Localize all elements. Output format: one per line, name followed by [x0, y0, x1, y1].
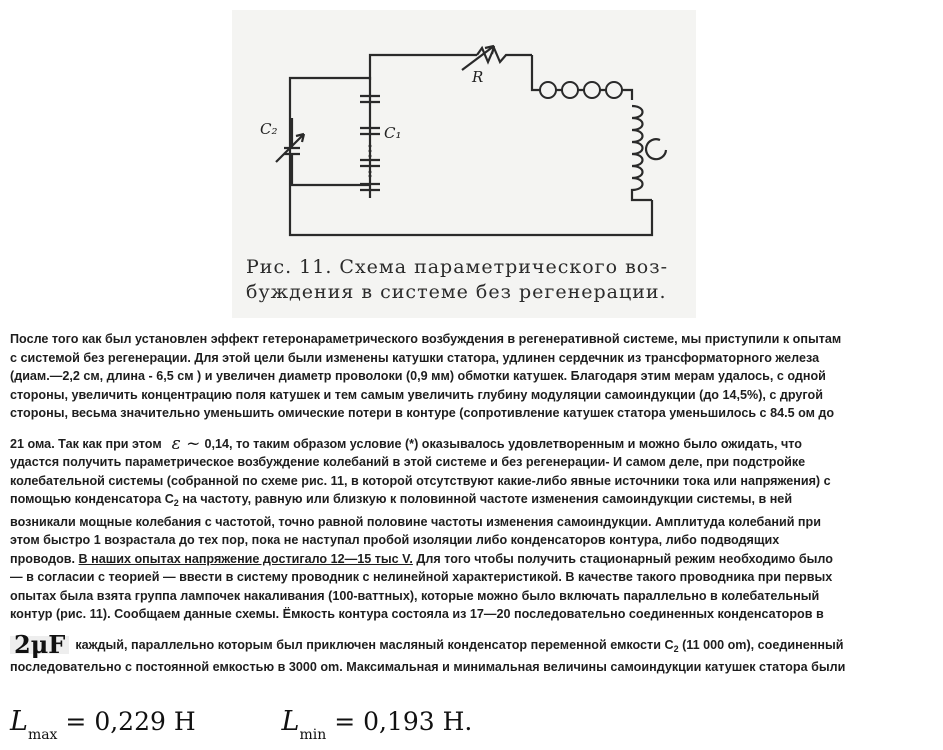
text-line: удастся получить параметрическое возбуждение колебаний в этой системе и без регенерации- И самом деле, при подстройке	[10, 455, 806, 470]
text-line: стороны, весьма значительно уменьшить омические потери в контуре (сопротивление катушек статора уменьшилось с 84.5 ом до	[10, 406, 835, 420]
text-line: (диам.—2,2 см, длина - 6,5 см ) и увеличен диаметр проволоки (0,9 мм) обмотки катушек. Благодаря этим мерам удалось, с одной	[10, 369, 826, 383]
text-fragment: на частоту, равную или близкую к половинной частоте изменения самоиндукции системы, в ней	[182, 492, 793, 507]
text-line	[10, 550, 935, 569]
text-line: с системой без регенерации. Для этой цели были изменены катушки статора, удлинен сердечник из трансформаторного железа	[10, 350, 820, 365]
text-fragment: (11 000 om), соединенный	[682, 637, 844, 652]
text-line: последовательно с постоянной емкостью в 3000 om. Максимальная и минимальная величины самоиндукции катушек статора были	[10, 660, 846, 675]
text-line: После того как был установлен эффект гетеронараметрического возбуждения в регенеративной системе, мы приступили к опытам	[10, 332, 842, 346]
text-fragment: 0,14, то таким образом условие (*) оказывалось удовлетворенным и можно было ожидать, что	[204, 436, 802, 451]
label-c2: C₂	[260, 120, 278, 138]
lmax-subscript: max	[27, 727, 58, 743]
lmax-value: = 0,229 H	[65, 707, 196, 736]
wire-bottom	[290, 118, 652, 235]
subscript: 2	[173, 498, 179, 509]
text-fragment: помощью конденсатора C	[10, 492, 174, 507]
text-fragment: проводов.	[10, 551, 76, 566]
text-fragment: каждый, параллельно которым был приключен масляный конденсатор переменной емкости C	[75, 637, 674, 652]
lamp-1	[540, 82, 556, 98]
capacitor-c2	[284, 118, 370, 185]
text-line: опытах была взята группа лампочек накаливания (100-ваттных), которые можно было включать параллельно в колебательный	[10, 588, 820, 603]
figure-caption-line-1: Рис. 11. Схема параметрического воз-	[246, 256, 669, 278]
text-line: этом быстро 1 возрастала до тех пор, пока не наступал пробой изоляции либо конденсаторов контура, либо подводящих	[10, 533, 780, 548]
text-line: возникали мощные колебания с частотой, точно равной половине частоты изменения самоиндукции. Амплитуда колебаний при	[10, 514, 821, 529]
inductor-coil	[632, 106, 652, 200]
text-line: стороны, увеличить концентрацию поля катушек и тем самым увеличить глубину модуляции самоиндукции (до 14,5%), с другой	[10, 387, 823, 402]
wire-top-left	[370, 55, 477, 78]
resistor-r	[477, 48, 532, 62]
text-fragment: Для того чтобы получить стационарный режим необходимо было	[416, 551, 833, 566]
label-r: R	[472, 68, 484, 86]
text-line: контур (рис. 11). Сообщаем данные схемы. Ёмкость контура состояла из 17—20 последовательно соединенных конденсаторов в	[10, 607, 824, 622]
figure-caption-line-2: буждения в системе без регенерации.	[246, 281, 667, 303]
text-line	[10, 435, 935, 454]
circuit-figure	[232, 10, 696, 318]
subscript: 2	[673, 643, 679, 654]
text-line	[10, 629, 935, 659]
text-line: — в согласии с теорией — ввести в систему проводник с нелинейной характеристикой. В качестве такого проводника при первых	[10, 570, 833, 585]
body-text	[10, 330, 935, 677]
coil-rotor-arrow	[646, 139, 666, 159]
capacitance-formula-image: 2μF	[10, 636, 69, 655]
lmax-symbol: L	[10, 706, 28, 737]
label-c1: C₁	[384, 124, 402, 142]
inductance-formula	[10, 706, 472, 746]
text-line: колебательной системы (собранной по схеме рис. 11, в которой отсутствуют какие-либо явные источники тока или напряжения) с	[10, 473, 831, 488]
lmin-symbol: L	[281, 706, 300, 737]
lmin-subscript: min	[299, 727, 327, 743]
underlined-text: В наших опытах напряжение достигало 12—15 тыс V.	[78, 551, 413, 566]
epsilon-formula-image: ε ~	[171, 433, 201, 454]
text-fragment: 21 ома. Так как при этом	[10, 436, 162, 451]
lmin-value: = 0,193 H.	[334, 707, 473, 736]
lamp-4	[606, 82, 622, 98]
text-line	[10, 490, 935, 513]
lamp-2	[562, 82, 578, 98]
lamp-3	[584, 82, 600, 98]
